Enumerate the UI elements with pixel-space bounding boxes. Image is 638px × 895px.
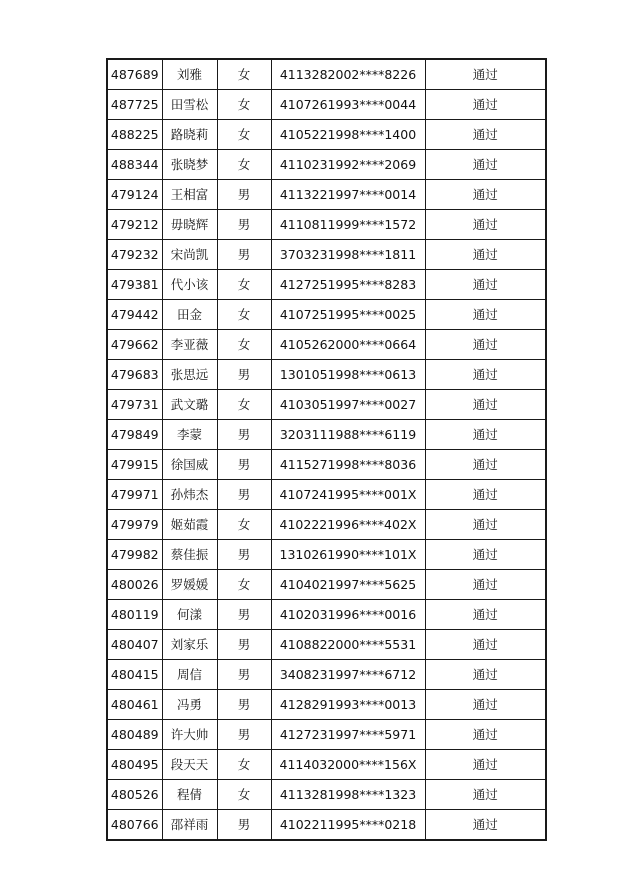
candidate-name-cell: 田雪松 [162,90,217,120]
candidate-id-cell: 479982 [107,540,162,570]
candidate-result-cell: 通过 [425,540,546,570]
candidate-gender-cell: 男 [217,420,271,450]
candidate-result-cell: 通过 [425,300,546,330]
candidate-gender-cell: 女 [217,150,271,180]
table-row [107,150,546,180]
candidate-id-number-cell: 3703231998****1811 [271,240,425,270]
table-row [107,510,546,540]
candidate-result-cell: 通过 [425,120,546,150]
candidate-name-cell: 宋尚凯 [162,240,217,270]
candidate-name-cell: 路晓莉 [162,120,217,150]
table-row [107,690,546,720]
candidate-id-number-cell: 4127231997****5971 [271,720,425,750]
candidate-id-cell: 479232 [107,240,162,270]
candidate-id-cell: 480407 [107,630,162,660]
candidate-id-number-cell: 4128291993****0013 [271,690,425,720]
candidate-gender-cell: 男 [217,660,271,690]
candidate-name-cell: 李亚薇 [162,330,217,360]
candidate-id-cell: 480119 [107,600,162,630]
table-row [107,420,546,450]
candidate-id-cell: 479971 [107,480,162,510]
candidate-result-cell: 通过 [425,450,546,480]
candidate-id-number-cell: 4102221996****402X [271,510,425,540]
candidate-id-cell: 479212 [107,210,162,240]
candidate-id-number-cell: 4113281998****1323 [271,780,425,810]
table-row [107,90,546,120]
table-row [107,300,546,330]
candidate-name-cell: 孙炜杰 [162,480,217,510]
candidate-result-cell: 通过 [425,240,546,270]
candidate-id-cell: 480766 [107,810,162,841]
candidate-name-cell: 武文璐 [162,390,217,420]
candidate-gender-cell: 男 [217,240,271,270]
candidate-name-cell: 段天天 [162,750,217,780]
candidate-result-cell: 通过 [425,330,546,360]
candidate-name-cell: 毋晓辉 [162,210,217,240]
candidate-id-number-cell: 4102031996****0016 [271,600,425,630]
candidate-id-number-cell: 1301051998****0613 [271,360,425,390]
candidate-result-cell: 通过 [425,90,546,120]
table-row [107,120,546,150]
candidate-id-number-cell: 4105262000****0664 [271,330,425,360]
candidate-id-number-cell: 3203111988****6119 [271,420,425,450]
candidate-id-number-cell: 4127251995****8283 [271,270,425,300]
candidate-id-cell: 479849 [107,420,162,450]
candidate-result-cell: 通过 [425,150,546,180]
candidate-name-cell: 周信 [162,660,217,690]
candidate-name-cell: 田金 [162,300,217,330]
candidate-id-cell: 479124 [107,180,162,210]
candidate-id-number-cell: 3408231997****6712 [271,660,425,690]
table-row [107,810,546,841]
table-row [107,540,546,570]
candidate-result-cell: 通过 [425,210,546,240]
candidate-gender-cell: 男 [217,180,271,210]
candidate-gender-cell: 男 [217,210,271,240]
candidate-id-cell: 479731 [107,390,162,420]
candidate-id-cell: 480526 [107,780,162,810]
candidate-gender-cell: 女 [217,90,271,120]
table-row [107,570,546,600]
candidate-gender-cell: 男 [217,450,271,480]
candidate-id-number-cell: 4113282002****8226 [271,59,425,90]
candidate-name-cell: 张思远 [162,360,217,390]
candidate-gender-cell: 女 [217,780,271,810]
candidate-result-cell: 通过 [425,59,546,90]
candidate-id-number-cell: 4102211995****0218 [271,810,425,841]
candidate-name-cell: 姬茹霞 [162,510,217,540]
table-row [107,330,546,360]
candidate-name-cell: 张晓梦 [162,150,217,180]
candidate-id-cell: 488225 [107,120,162,150]
candidate-id-cell: 480495 [107,750,162,780]
candidate-gender-cell: 男 [217,810,271,841]
table-row [107,390,546,420]
candidate-id-cell: 479662 [107,330,162,360]
candidate-id-cell: 488344 [107,150,162,180]
candidate-name-cell: 代小该 [162,270,217,300]
candidate-gender-cell: 女 [217,120,271,150]
candidate-gender-cell: 女 [217,750,271,780]
candidate-id-cell: 479915 [107,450,162,480]
candidate-result-cell: 通过 [425,810,546,841]
candidate-gender-cell: 男 [217,600,271,630]
candidate-result-cell: 通过 [425,750,546,780]
candidate-gender-cell: 女 [217,59,271,90]
candidate-result-cell: 通过 [425,510,546,540]
candidate-id-cell: 487725 [107,90,162,120]
candidate-result-cell: 通过 [425,600,546,630]
table-row [107,180,546,210]
candidate-gender-cell: 男 [217,360,271,390]
candidate-name-cell: 邵祥雨 [162,810,217,841]
candidate-id-cell: 479442 [107,300,162,330]
table-row [107,59,546,90]
candidate-name-cell: 刘雅 [162,59,217,90]
candidate-gender-cell: 男 [217,540,271,570]
candidate-name-cell: 许大帅 [162,720,217,750]
candidate-id-number-cell: 4113221997****0014 [271,180,425,210]
candidate-name-cell: 徐国威 [162,450,217,480]
candidate-result-cell: 通过 [425,660,546,690]
candidate-gender-cell: 女 [217,390,271,420]
candidate-id-cell: 480415 [107,660,162,690]
candidate-id-number-cell: 4104021997****5625 [271,570,425,600]
candidate-id-number-cell: 4107251995****0025 [271,300,425,330]
candidate-result-cell: 通过 [425,570,546,600]
candidate-name-cell: 程倩 [162,780,217,810]
results-table-body [107,59,546,840]
table-row [107,660,546,690]
candidate-id-cell: 480026 [107,570,162,600]
candidate-gender-cell: 男 [217,690,271,720]
candidate-name-cell: 何漾 [162,600,217,630]
candidate-id-cell: 479381 [107,270,162,300]
candidate-gender-cell: 男 [217,720,271,750]
candidate-id-number-cell: 4115271998****8036 [271,450,425,480]
candidate-result-cell: 通过 [425,180,546,210]
table-row [107,600,546,630]
candidate-gender-cell: 男 [217,630,271,660]
candidate-id-number-cell: 4107261993****0044 [271,90,425,120]
candidate-result-cell: 通过 [425,720,546,750]
table-row [107,450,546,480]
candidate-id-number-cell: 4108822000****5531 [271,630,425,660]
candidate-id-number-cell: 1310261990****101X [271,540,425,570]
candidate-result-cell: 通过 [425,630,546,660]
candidate-id-number-cell: 4114032000****156X [271,750,425,780]
candidate-id-cell: 487689 [107,59,162,90]
candidate-id-number-cell: 4103051997****0027 [271,390,425,420]
candidate-result-cell: 通过 [425,690,546,720]
candidate-result-cell: 通过 [425,420,546,450]
candidate-gender-cell: 女 [217,300,271,330]
table-row [107,720,546,750]
candidate-result-cell: 通过 [425,480,546,510]
table-row [107,240,546,270]
candidate-name-cell: 刘家乐 [162,630,217,660]
results-table [106,58,547,841]
candidate-result-cell: 通过 [425,390,546,420]
candidate-gender-cell: 女 [217,330,271,360]
table-row [107,270,546,300]
candidate-id-number-cell: 4105221998****1400 [271,120,425,150]
table-row [107,780,546,810]
candidate-result-cell: 通过 [425,270,546,300]
candidate-name-cell: 王相富 [162,180,217,210]
table-row [107,210,546,240]
table-row [107,480,546,510]
candidate-id-cell: 479683 [107,360,162,390]
candidate-name-cell: 蔡佳振 [162,540,217,570]
candidate-gender-cell: 女 [217,510,271,540]
candidate-gender-cell: 女 [217,570,271,600]
candidate-name-cell: 罗媛媛 [162,570,217,600]
candidate-name-cell: 冯勇 [162,690,217,720]
table-row [107,360,546,390]
candidate-gender-cell: 女 [217,270,271,300]
table-row [107,630,546,660]
candidate-gender-cell: 男 [217,480,271,510]
candidate-name-cell: 李蒙 [162,420,217,450]
candidate-id-number-cell: 4107241995****001X [271,480,425,510]
candidate-id-number-cell: 4110231992****2069 [271,150,425,180]
table-row [107,750,546,780]
candidate-id-cell: 480489 [107,720,162,750]
candidate-result-cell: 通过 [425,780,546,810]
candidate-id-number-cell: 4110811999****1572 [271,210,425,240]
candidate-id-cell: 479979 [107,510,162,540]
candidate-result-cell: 通过 [425,360,546,390]
candidate-id-cell: 480461 [107,690,162,720]
